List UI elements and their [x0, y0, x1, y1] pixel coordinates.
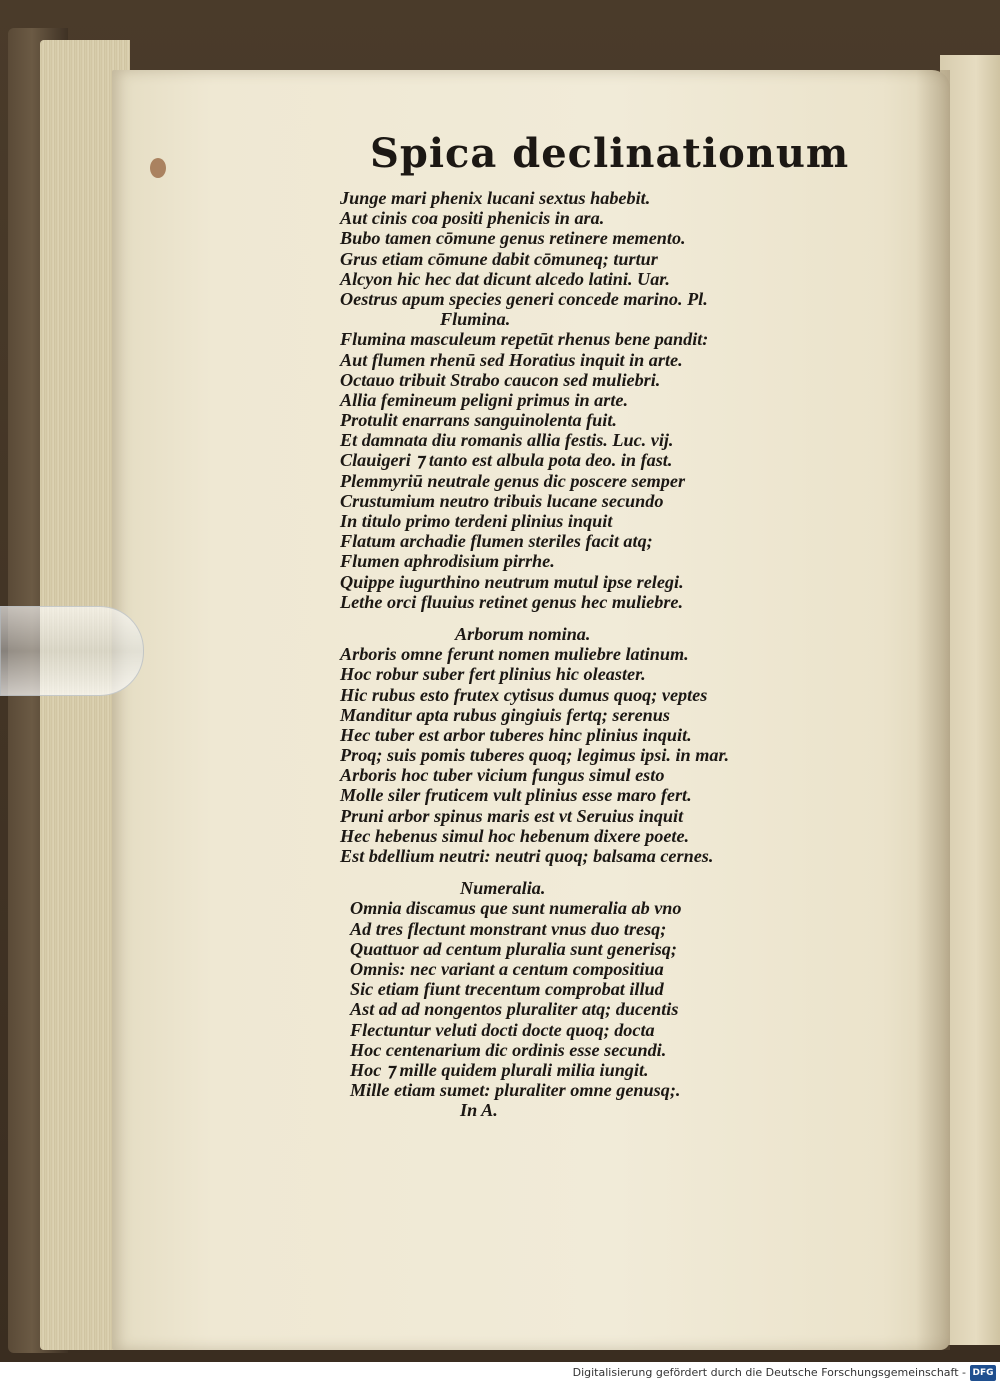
text-line: Quattuor ad centum pluralia sunt generisq; [350, 938, 677, 959]
stanza-1 [340, 188, 830, 309]
text-line: Et damnata diu romanis allia festis. Luc. vij. [340, 430, 674, 451]
spacer [340, 612, 830, 624]
text-line: In titulo primo terdeni plinius inquit [340, 511, 613, 531]
text-line: Allia femineum peligni primus in arte. [340, 389, 629, 410]
text-block [340, 130, 850, 1121]
stanza-4 [340, 898, 830, 1100]
section-heading-flumina: Flumina. [440, 309, 511, 330]
text-line: Octauo tribuit Strabo caucon sed muliebri. [340, 369, 661, 390]
text-line: Ast ad ad nongentos pluraliter atq; ducentis [350, 999, 679, 1020]
text-line: Aut cinis coa positi phenicis in ara. [340, 208, 605, 229]
text-line: Pruni arbor spinus maris est vt Seruius inquit [340, 805, 684, 826]
text-line: Hoc robur suber fert plinius hic oleaster. [340, 664, 646, 685]
text-line: Est bdellium neutri: neutri quoq; balsama cernes. [340, 846, 714, 866]
text-line: Flumina masculeum repetūt rhenus bene pandit: [340, 329, 709, 350]
text-line: Bubo tamen cōmune genus retinere memento. [340, 228, 686, 249]
spine-shadow [916, 70, 950, 1350]
text-line: Hoc centenarium dic ordinis esse secundi. [350, 1039, 667, 1060]
section-heading-numeralia: Numeralia. [460, 878, 546, 899]
text-line: Plemmyriū neutrale genus dic poscere semper [340, 470, 686, 491]
dfg-logo: DFG [970, 1365, 996, 1381]
text-line: Junge mari phenix lucani sextus habebit. [340, 188, 651, 208]
catchword: In A. [460, 1100, 498, 1121]
text-line: Oestrus apum species generi concede marino. Pl. [340, 288, 708, 309]
spacer [340, 866, 830, 878]
text-line: Omnia discamus que sunt numeralia ab vno [350, 898, 682, 919]
text-line: Flumen aphrodisium pirrhe. [340, 551, 555, 572]
text-line: Arboris hoc tuber vicium fungus simul esto [340, 765, 665, 786]
text-line: Ad tres flectunt monstrant vnus duo tresq; [350, 918, 667, 939]
page-title: Spica declinationum [370, 130, 850, 177]
text-line: Flectuntur veluti docti docte quoq; docta [350, 1019, 655, 1040]
glass-page-holder [0, 606, 144, 696]
text-line: Grus etiam cōmune dabit cōmuneq; turtur [340, 248, 658, 269]
footer-bar [0, 1362, 1000, 1386]
text-line: Hec tuber est arbor tuberes hinc plinius inquit. [340, 724, 692, 745]
text-line: Mille etiam sumet: pluraliter omne genusq;. [350, 1080, 681, 1101]
text-line: Quippe iugurthino neutrum mutul ipse relegi. [340, 571, 684, 592]
text-line: Alcyon hic hec dat dicunt alcedo latini. Uar. [340, 268, 670, 289]
text-line: Lethe orci fluuius retinet genus hec muliebre. [340, 591, 684, 612]
text-line: Hic rubus esto frutex cytisus dumus quoq; veptes [340, 684, 708, 705]
text-line: Hec hebenus simul hoc hebenum dixere poete. [340, 825, 690, 846]
text-line: Aut flumen rhenū sed Horatius inquit in arte. [340, 349, 683, 370]
text-line: Protulit enarrans sanguinolenta fuit. [340, 410, 617, 431]
text-line: Crustumium neutro tribuis lucane secundo [340, 490, 664, 511]
funding-credit: Digitalisierung gefördert durch die Deutsche Forschungsgemeinschaft - [572, 1366, 966, 1379]
stanza-3 [340, 644, 830, 866]
text-line: Sic etiam fiunt trecentum comprobat illud [350, 979, 664, 1000]
text-line: Clauigeri ⁊ tanto est albula pota deo. in fast. [340, 450, 673, 471]
text-line: Manditur apta rubus gingiuis fertq; serenus [340, 704, 670, 725]
stanza-2 [340, 329, 830, 612]
text-line: Proq; suis pomis tuberes quoq; legimus ipsi. in mar. [340, 745, 730, 766]
text-line: Arboris omne ferunt nomen muliebre latinum. [340, 644, 689, 665]
text-line: Hoc ⁊ mille quidem plurali milia iungit. [350, 1059, 649, 1080]
text-line: Molle siler fruticem vult plinius esse maro fert. [340, 785, 692, 806]
ink-stain [150, 158, 166, 178]
text-line: Omnis: nec variant a centum compositiua [350, 958, 664, 979]
text-line: Flatum archadie flumen steriles facit atq; [340, 531, 653, 552]
section-heading-arborum: Arborum nomina. [455, 623, 591, 644]
